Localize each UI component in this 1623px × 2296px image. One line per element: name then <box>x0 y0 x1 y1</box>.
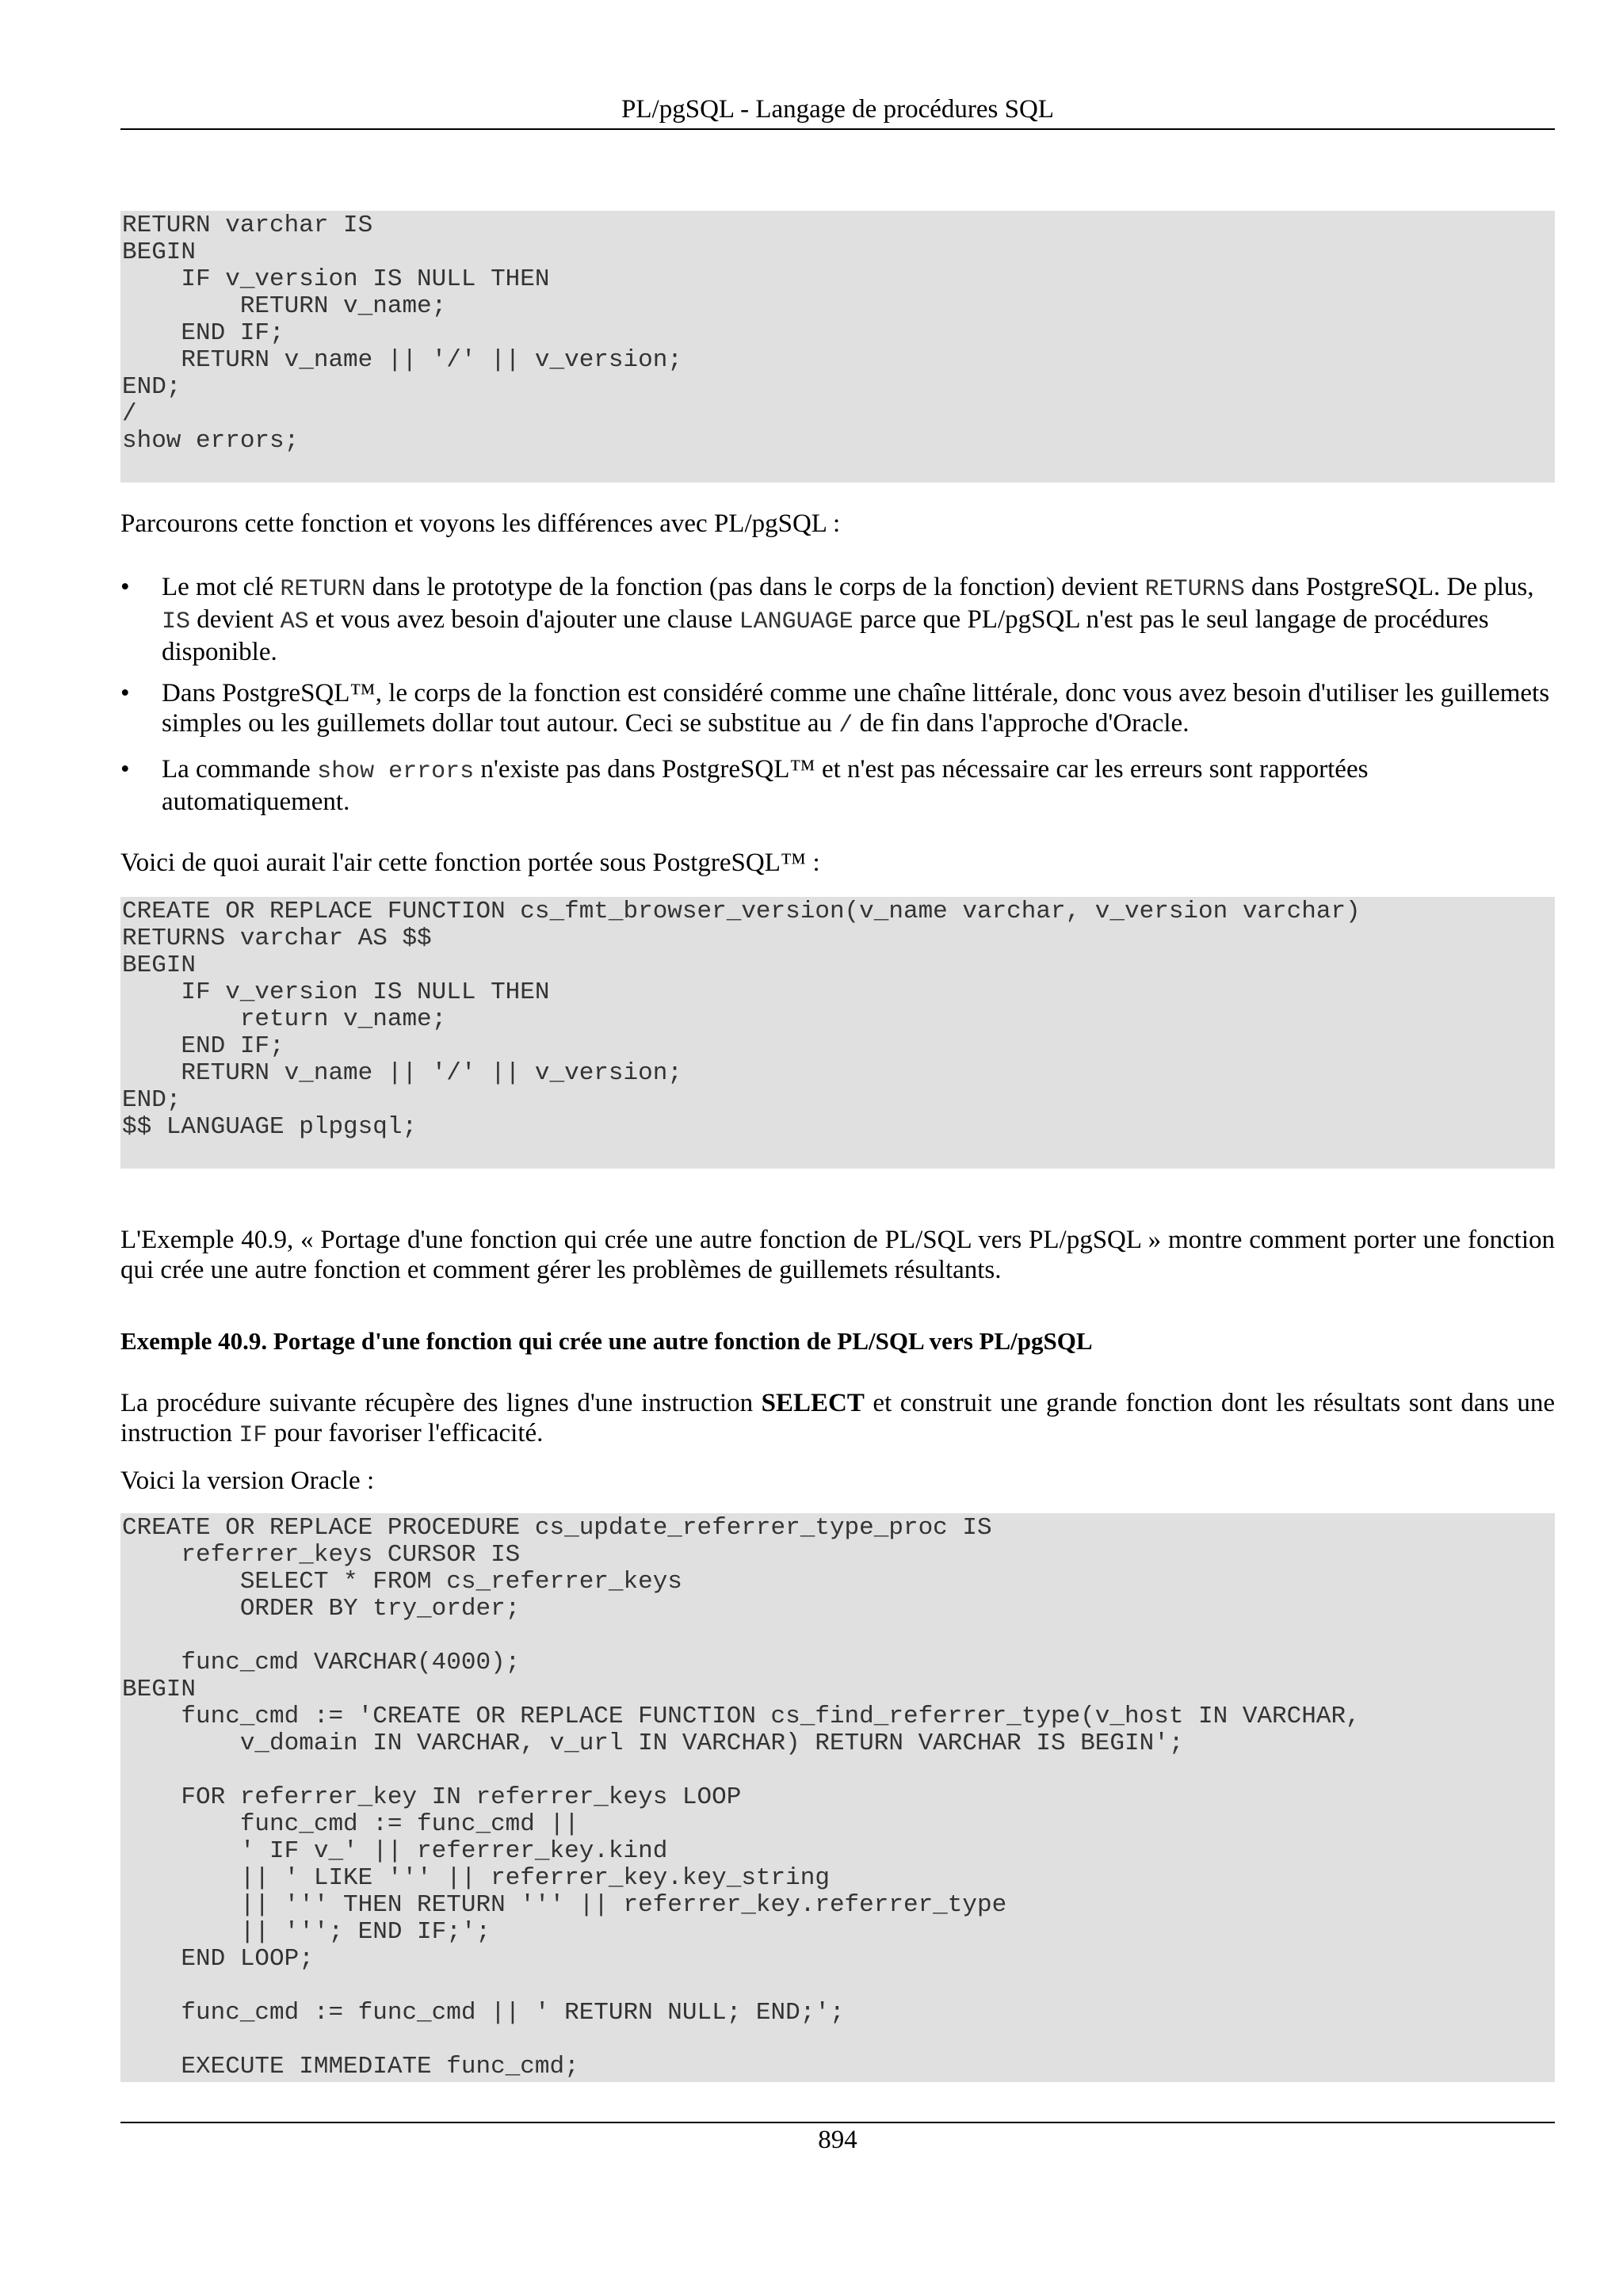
bullet-dot: • <box>120 679 130 707</box>
document-page <box>120 0 1555 2296</box>
example-reference-paragraph: L'Exemple 40.9, « Portage d'une fonction qui crée une autre fonction de PL/SQL vers PL/pgSQL » montre comment porter une fonction qui crée une autre fonction et comment gérer les problèmes de guillemets résultants. <box>120 1226 1555 1284</box>
footer-divider <box>120 2122 1555 2123</box>
bullet-text: Dans PostgreSQL™, le corps de la fonction est considéré comme une chaîne littérale, donc vous avez besoin d'utiliser les guillemets simples ou les guillemets dollar tout autour. Ceci se substitue au / de fin dans l'approche d'Oracle. <box>162 679 1550 739</box>
bullet-text: La commande show errors n'existe pas dans PostgreSQL™ et n'est pas nécessaire car les erreurs sont rapportées automatiquement. <box>162 755 1369 816</box>
code-block-postgresql-function: CREATE OR REPLACE FUNCTION cs_fmt_browser_version(v_name varchar, v_version varchar) RETURNS varchar AS $$ BEGIN IF v_version IS NULL THEN return v_name; END IF; RETURN v_name || '/' || v_version; END; $$ LANGUAGE plpgsql; <box>120 897 1555 1169</box>
example-description: La procédure suivante récupère des lignes d'une instruction SELECT et construit une grande fonction dont les résultats sont dans une instruction IF pour favoriser l'efficacité. <box>120 1389 1555 1449</box>
bullet-text: Le mot clé RETURN dans le prototype de la fonction (pas dans le corps de la fonction) devient RETURNS dans PostgreSQL. De plus, IS devient AS et vous avez besoin d'ajouter une clause LANGUAGE parce que PL/pgSQL n'est pas le seul langage de procédures disponible. <box>162 573 1534 666</box>
example-title: Exemple 40.9. Portage d'une fonction qui crée une autre fonction de PL/SQL vers PL/pgSQL <box>120 1327 1093 1355</box>
page-number: 894 <box>818 2126 857 2154</box>
bullet-item-show-errors <box>120 754 1555 817</box>
code-block-oracle-procedure: CREATE OR REPLACE PROCEDURE cs_update_referrer_type_proc IS referrer_keys CURSOR IS SELECT * FROM cs_referrer_keys ORDER BY try_order; func_cmd VARCHAR(4000); BEGIN func_cmd := 'CREATE OR REPLACE FUNCTION cs_find_referrer_type(v_host IN VARCHAR, v_domain IN VARCHAR, v_url IN VARCHAR) RETURN VARCHAR IS BEGIN'; FOR referrer_key IN referrer_keys LOOP func_cmd := func_cmd || ' IF v_' || referrer_key.kind || ' LIKE ''' || referrer_key.key_string || ''' THEN RETURN ''' || referrer_key.referrer_type || '''; END IF;'; END LOOP; func_cmd := func_cmd || ' RETURN NULL; END;'; EXECUTE IMMEDIATE func_cmd; <box>120 1513 1555 2082</box>
page-header-title: PL/pgSQL - Langage de procédures SQL <box>621 95 1054 124</box>
bullet-item-return <box>120 572 1555 667</box>
intro-paragraph: Parcourons cette fonction et voyons les différences avec PL/pgSQL : <box>120 509 841 538</box>
header-divider <box>120 128 1555 130</box>
oracle-version-label: Voici la version Oracle : <box>120 1466 375 1495</box>
code-block-oracle-function-end: RETURN varchar IS BEGIN IF v_version IS NULL THEN RETURN v_name; END IF; RETURN v_name || '/' || v_version; END; / show errors; <box>120 211 1555 482</box>
bullet-dot: • <box>120 573 130 601</box>
ported-intro-paragraph: Voici de quoi aurait l'air cette fonction portée sous PostgreSQL™ : <box>120 849 820 877</box>
bullet-item-function-body <box>120 678 1555 741</box>
bullet-dot: • <box>120 755 130 784</box>
